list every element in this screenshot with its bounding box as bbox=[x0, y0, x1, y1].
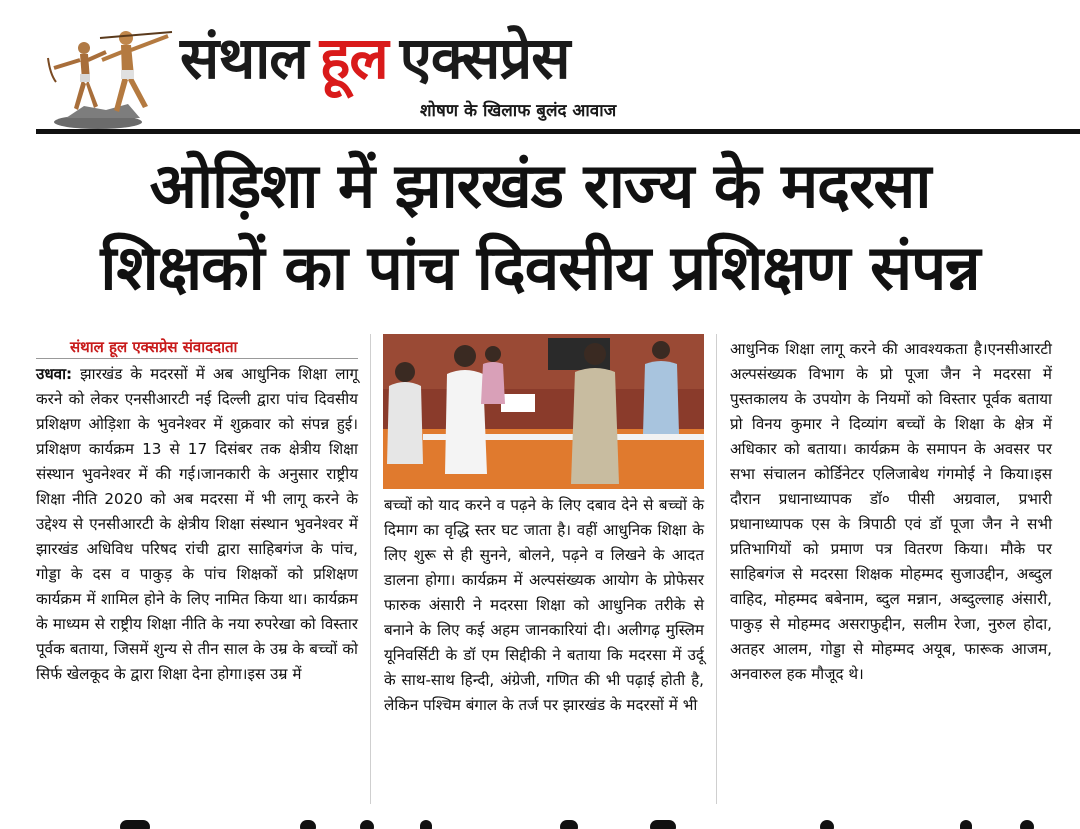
masthead-divider bbox=[36, 129, 1080, 134]
title-hool: हूल bbox=[319, 24, 388, 92]
newspaper-title bbox=[180, 18, 570, 98]
article-column-3: आधुनिक शिक्षा लागू करने की आवश्यकता है।एनसीआरटी अल्पसंख्यक विभाग के प्रो पूजा जैन ने मदरसा में पुस्तकालय के उपयोग के नियमों को विस्तार पूर्वक बताया प्रो विनय कुमार ने दिव्यांग बच्चों के शिक्षा के क्षेत्र में अधिकार को बताया। कार्यक्रम के समापन के अवसर पर सभा संचालन कोर्डिनेटर एलिजाबेथ गंगमोई ने किया।इस दौरान प्रधानाध्यापक डॉ० पीसी अग्रवाल, प्रभारी प्रधानाध्यापक एस के त्रिपाठी एवं डॉ पूजा जैन ने सभी प्रतिभागियों को प्रमाण पत्र वितरण किया। मौके पर साहिबगंज से मदरसा शिक्षक मोहम्मद सुजाउद्दीन, अब्दुल वाहिद, मोहम्मद बबेनाम, ब्दुल मन्नान, अब्दुल्लाह अंसारी, पाकुड़ से मोहम्मद असराफुद्दीन, सलीम रेजा, नुरुल होदा, अतहर आलम, गोड्डा से मोहम्मद अयूब, फारूक आजम, अनवारुल हक मौजूद थे। bbox=[730, 340, 1052, 683]
headline-line-1: ओड़िशा में झारखंड राज्य के मदरसा bbox=[149, 149, 931, 222]
next-headline-cutoff bbox=[0, 812, 1080, 829]
article-column-2: बच्चों को याद करने व पढ़ने के लिए दबाव देने से बच्चों के दिमाग का वृद्धि स्तर घट जाता है। वहीं आधुनिक शिक्षा के लिए शुरू से ही सुनने, बोलने, पढ़ने व लिखने के आदत डालना होगा। कार्यक्रम में अल्पसंख्यक आयोग के प्रोफेसर फारुक अंसारी ने मदरसा शिक्षा को आधुनिक तरीके से बनाने के लिए कई अहम जानकारियां दी। अलीगढ़ मुस्लिम यूनिवर्सिटी के डॉ एम सिद्दीकी ने बताया कि मदरसा में उर्दू के साथ-साथ हिन्दी, अंग्रेजी, गणित की भी पढ़ाई होती है, लेकिन पश्चिम बंगाल के तर्ज पर झारखंड के मदरसों में भी bbox=[384, 496, 704, 714]
column-divider bbox=[716, 334, 717, 804]
santhal-warriors-logo-icon bbox=[36, 18, 176, 130]
title-express: एक्सप्रेस bbox=[399, 24, 570, 92]
certificate-ceremony-photo bbox=[383, 334, 704, 489]
dateline: उधवा: bbox=[36, 365, 73, 383]
article-column-1 bbox=[36, 362, 358, 687]
certificate-ceremony-photo-icon bbox=[383, 334, 704, 489]
tagline: शोषण के खिलाफ बुलंद आवाज bbox=[420, 101, 617, 121]
title-santhal: संथाल bbox=[180, 24, 308, 92]
masthead bbox=[0, 0, 1080, 130]
column-divider bbox=[370, 334, 371, 804]
byline: संथाल हूल एक्सप्रेस संवाददाता bbox=[70, 338, 238, 356]
column-1-text: झारखंड के मदरसों में अब आधुनिक शिक्षा लागू करने को लेकर एनसीआरटी नई दिल्ली द्वारा पांच दिवसीय प्रशिक्षण ओड़िशा के भुवनेश्वर में शुक्रवार को संपन्न हुई। प्रशिक्षण कार्यक्रम 13 से 17 दिसंबर तक क्षेत्रीय शिक्षा संस्थान भुवनेश्वर में की गई।जानकारी के अनुसार राष्ट्रीय शिक्षा नीति 2020 को अब मदरसा में भी लागू करने के उद्देश्य से एनसीआरटी के क्षेत्रीय शिक्षा संस्थान भुवनेश्वर में झारखंड अधिविध परिषद रांची द्वारा साहिबगंज के पांच, गोड्डा के दस व पाकुड़ के पांच शिक्षकों को प्रशिक्षण कार्यक्रम में शामिल होने के लिए नामित किया था। कार्यक्रम के माध्यम से राष्ट्रीय शिक्षा नीति के नया रुपरेखा को विस्तार पूर्वक बताया, जिसमें शुन्य से तीन साल के उम्र के बच्चों को सिर्फ खेलकूद के द्वारा शिक्षा देना होगा।इस उम्र में bbox=[36, 365, 358, 683]
byline-divider bbox=[36, 358, 358, 359]
headline-line-2: शिक्षकों का पांच दिवसीय प्रशिक्षण संपन्न bbox=[100, 231, 980, 304]
